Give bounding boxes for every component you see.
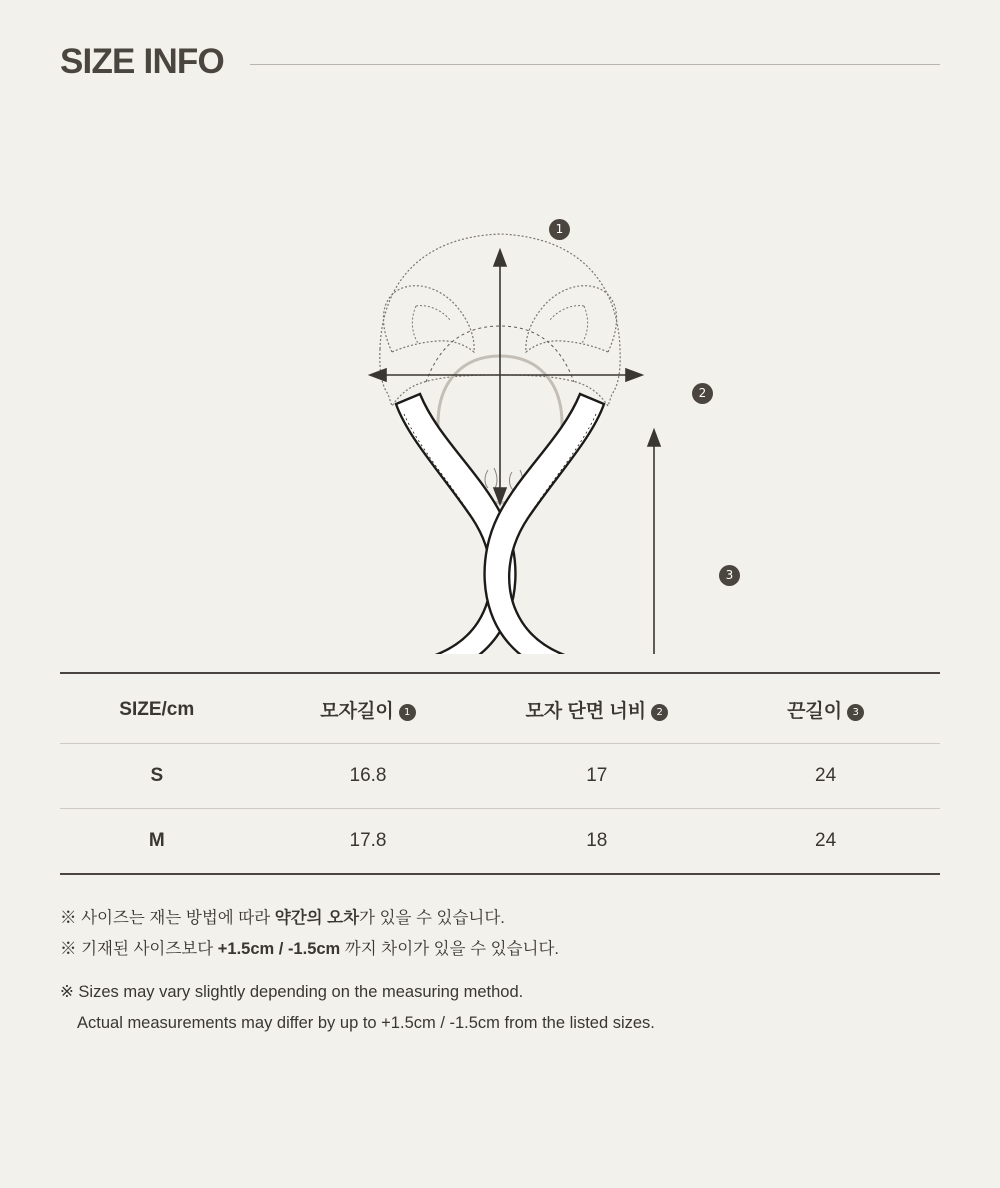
header-size [60,673,254,744]
cell-size: S [60,744,254,809]
header-size-label: SIZE/cm [119,698,195,720]
bonnet-illustration-svg [60,94,940,654]
size-table [60,672,940,875]
page-header [60,0,940,82]
diagram-marker-2: 2 [692,383,713,404]
note-english-2: Actual measurements may differ by up to +1.5cm / -1.5cm from the listed sizes. [77,1014,655,1032]
header-hat-length-label: 모자길이 [320,701,394,722]
note-ko2-pre: ※ 기재된 사이즈보다 [60,940,218,958]
table-body [60,744,940,875]
note-ko2-post: 까지 차이가 있을 수 있습니다. [340,940,559,958]
note-korean-2 [60,934,940,965]
size-notes [60,903,940,1039]
header-marker-3: 3 [847,704,864,721]
cell-hat-width: 18 [482,809,711,875]
header-hat-width [482,673,711,744]
note-korean-1 [60,903,940,934]
header-hat-width-label: 모자 단면 너비 [525,701,647,722]
diagram-marker-1: 1 [549,219,570,240]
note-ko1-post: 가 있을 수 있습니다. [359,909,505,927]
header-marker-2: 2 [651,704,668,721]
header-strap-length [711,673,940,744]
cell-strap-length: 24 [711,809,940,875]
cell-hat-width: 17 [482,744,711,809]
note-ko2-bold: +1.5cm / -1.5cm [217,940,341,958]
header-hat-length [254,673,483,744]
header-strap-length-label: 끈길이 [787,701,843,722]
cell-hat-length: 16.8 [254,744,483,809]
table-row [60,809,940,875]
page-title: SIZE INFO [60,42,224,81]
cell-strap-length: 24 [711,744,940,809]
table-header-row [60,673,940,744]
cell-hat-length: 17.8 [254,809,483,875]
table-head [60,673,940,744]
note-ko1-bold: 약간의 오차 [274,909,360,927]
product-measurement-diagram [60,94,940,654]
notes-spacer [60,965,940,977]
header-divider [250,64,940,65]
note-ko1-pre: ※ 사이즈는 재는 방법에 따라 [60,909,275,927]
cell-size: M [60,809,254,875]
header-marker-1: 1 [399,704,416,721]
table-row [60,744,940,809]
note-english-1: ※ Sizes may vary slightly depending on the measuring method. [60,983,524,1001]
diagram-marker-3: 3 [719,565,740,586]
